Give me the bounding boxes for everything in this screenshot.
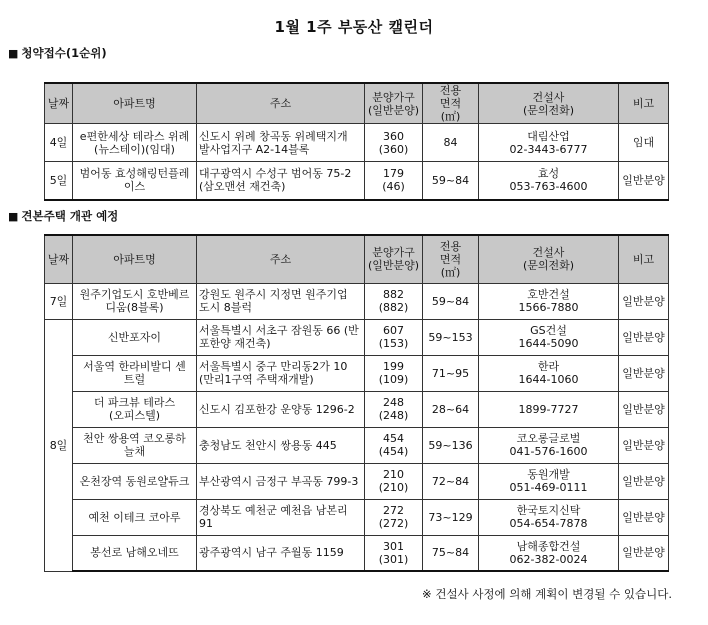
cell-builder: 한국토지신탁 054-654-7878 [479, 499, 619, 535]
cell-units: 607 (153) [365, 319, 423, 355]
cell-note: 일반분양 [619, 283, 669, 319]
subscription-table [44, 82, 669, 201]
cell-area: 59~136 [423, 427, 479, 463]
cell-builder: 한라 1644-1060 [479, 355, 619, 391]
cell-apartment: 온천장역 동원로얄듀크 [73, 463, 197, 499]
cell-area: 71~95 [423, 355, 479, 391]
header-builder: 건설사 (문의전화) [479, 83, 619, 124]
cell-address: 광주광역시 남구 주월동 1159 [197, 535, 365, 571]
cell-apartment: 봉선로 남해오네뜨 [73, 535, 197, 571]
cell-apartment: 서울역 한라비발디 센 트럴 [73, 355, 197, 391]
footnote: ※ 건설사 사정에 의해 계획이 변경될 수 있습니다. [422, 587, 672, 601]
header-address: 주소 [197, 235, 365, 283]
cell-date: 4일 [45, 124, 73, 162]
header-apartment: 아파트명 [73, 83, 197, 124]
header-note: 비고 [619, 235, 669, 283]
cell-area: 75~84 [423, 535, 479, 571]
square-bullet-icon: ■ [8, 47, 19, 60]
cell-address: 대구광역시 수성구 범어동 75-2 (삼오맨션 재건축) [197, 162, 365, 200]
header-note: 비고 [619, 83, 669, 124]
cell-builder: 코오롱글로벌 041-576-1600 [479, 427, 619, 463]
table-row [45, 391, 669, 427]
table-row [45, 283, 669, 319]
header-date: 날짜 [45, 83, 73, 124]
cell-date: 5일 [45, 162, 73, 200]
header-address: 주소 [197, 83, 365, 124]
header-date: 날짜 [45, 235, 73, 283]
cell-area: 73~129 [423, 499, 479, 535]
cell-builder: 호반건설 1566-7880 [479, 283, 619, 319]
table-row [45, 463, 669, 499]
cell-note: 일반분양 [619, 463, 669, 499]
cell-note: 임대 [619, 124, 669, 162]
cell-builder: GS건설 1644-5090 [479, 319, 619, 355]
cell-units: 210 (210) [365, 463, 423, 499]
cell-address: 경상북도 예천군 예천읍 남본리 91 [197, 499, 365, 535]
cell-date: 8일 [45, 319, 73, 571]
cell-address: 신도시 위례 창곡동 위례택지개 발사업지구 A2-14블록 [197, 124, 365, 162]
cell-note: 일반분양 [619, 535, 669, 571]
cell-units: 454 (454) [365, 427, 423, 463]
table-row [45, 535, 669, 571]
section-title: 청약접수(1순위) [21, 46, 107, 60]
cell-units: 301 (301) [365, 535, 423, 571]
cell-note: 일반분양 [619, 319, 669, 355]
cell-note: 일반분양 [619, 355, 669, 391]
cell-apartment: 예천 이테크 코아루 [73, 499, 197, 535]
cell-address: 서울특별시 중구 만리동2가 10 (만리1구역 주택재개발) [197, 355, 365, 391]
square-bullet-icon: ■ [8, 210, 19, 223]
cell-units: 360 (360) [365, 124, 423, 162]
cell-units: 199 (109) [365, 355, 423, 391]
cell-address: 충청남도 천안시 쌍용동 445 [197, 427, 365, 463]
cell-builder: 1899-7727 [479, 391, 619, 427]
cell-date: 7일 [45, 283, 73, 319]
cell-builder: 동원개발 051-469-0111 [479, 463, 619, 499]
cell-note: 일반분양 [619, 391, 669, 427]
cell-address: 신도시 김포한강 운양동 1296-2 [197, 391, 365, 427]
header-area: 전용 면적 (㎡) [423, 83, 479, 124]
cell-apartment: e편한세상 테라스 위례 (뉴스테이)(임대) [73, 124, 197, 162]
section-heading-model-house [8, 208, 118, 224]
cell-builder: 효성 053-763-4600 [479, 162, 619, 200]
cell-builder: 남해종합건설 062-382-0024 [479, 535, 619, 571]
header-units: 분양가구 (일반분양) [365, 235, 423, 283]
cell-area: 28~64 [423, 391, 479, 427]
cell-units: 272 (272) [365, 499, 423, 535]
table-row [45, 319, 669, 355]
model-house-table [44, 234, 669, 572]
header-apartment: 아파트명 [73, 235, 197, 283]
cell-area: 59~84 [423, 162, 479, 200]
page-title: 1월 1주 부동산 캘린더 [274, 18, 434, 36]
cell-area: 84 [423, 124, 479, 162]
cell-note: 일반분양 [619, 427, 669, 463]
header-area: 전용 면적 (㎡) [423, 235, 479, 283]
cell-apartment: 범어동 효성해링턴플레 이스 [73, 162, 197, 200]
cell-note: 일반분양 [619, 499, 669, 535]
table-row [45, 427, 669, 463]
header-units: 분양가구 (일반분양) [365, 83, 423, 124]
cell-area: 59~153 [423, 319, 479, 355]
cell-address: 강원도 원주시 지정면 원주기업 도시 8블럭 [197, 283, 365, 319]
cell-units: 248 (248) [365, 391, 423, 427]
section-title: 견본주택 개관 예정 [21, 209, 119, 223]
cell-units: 179 (46) [365, 162, 423, 200]
cell-apartment: 더 파크뷰 테라스 (오피스텔) [73, 391, 197, 427]
cell-units: 882 (882) [365, 283, 423, 319]
cell-area: 59~84 [423, 283, 479, 319]
cell-address: 부산광역시 금정구 부곡동 799-3 [197, 463, 365, 499]
cell-address: 서울특별시 서초구 잠원동 66 (반 포한양 재건축) [197, 319, 365, 355]
cell-builder: 대림산업 02-3443-6777 [479, 124, 619, 162]
table-row [45, 355, 669, 391]
header-builder: 건설사 (문의전화) [479, 235, 619, 283]
section-heading-subscription [8, 45, 107, 61]
cell-area: 72~84 [423, 463, 479, 499]
table-row [45, 162, 669, 200]
cell-apartment: 천안 쌍용역 코오롱하 늘채 [73, 427, 197, 463]
cell-apartment: 신반포자이 [73, 319, 197, 355]
table-row [45, 499, 669, 535]
cell-note: 일반분양 [619, 162, 669, 200]
table-row [45, 124, 669, 162]
cell-apartment: 원주기업도시 호반베르 디움(8블록) [73, 283, 197, 319]
